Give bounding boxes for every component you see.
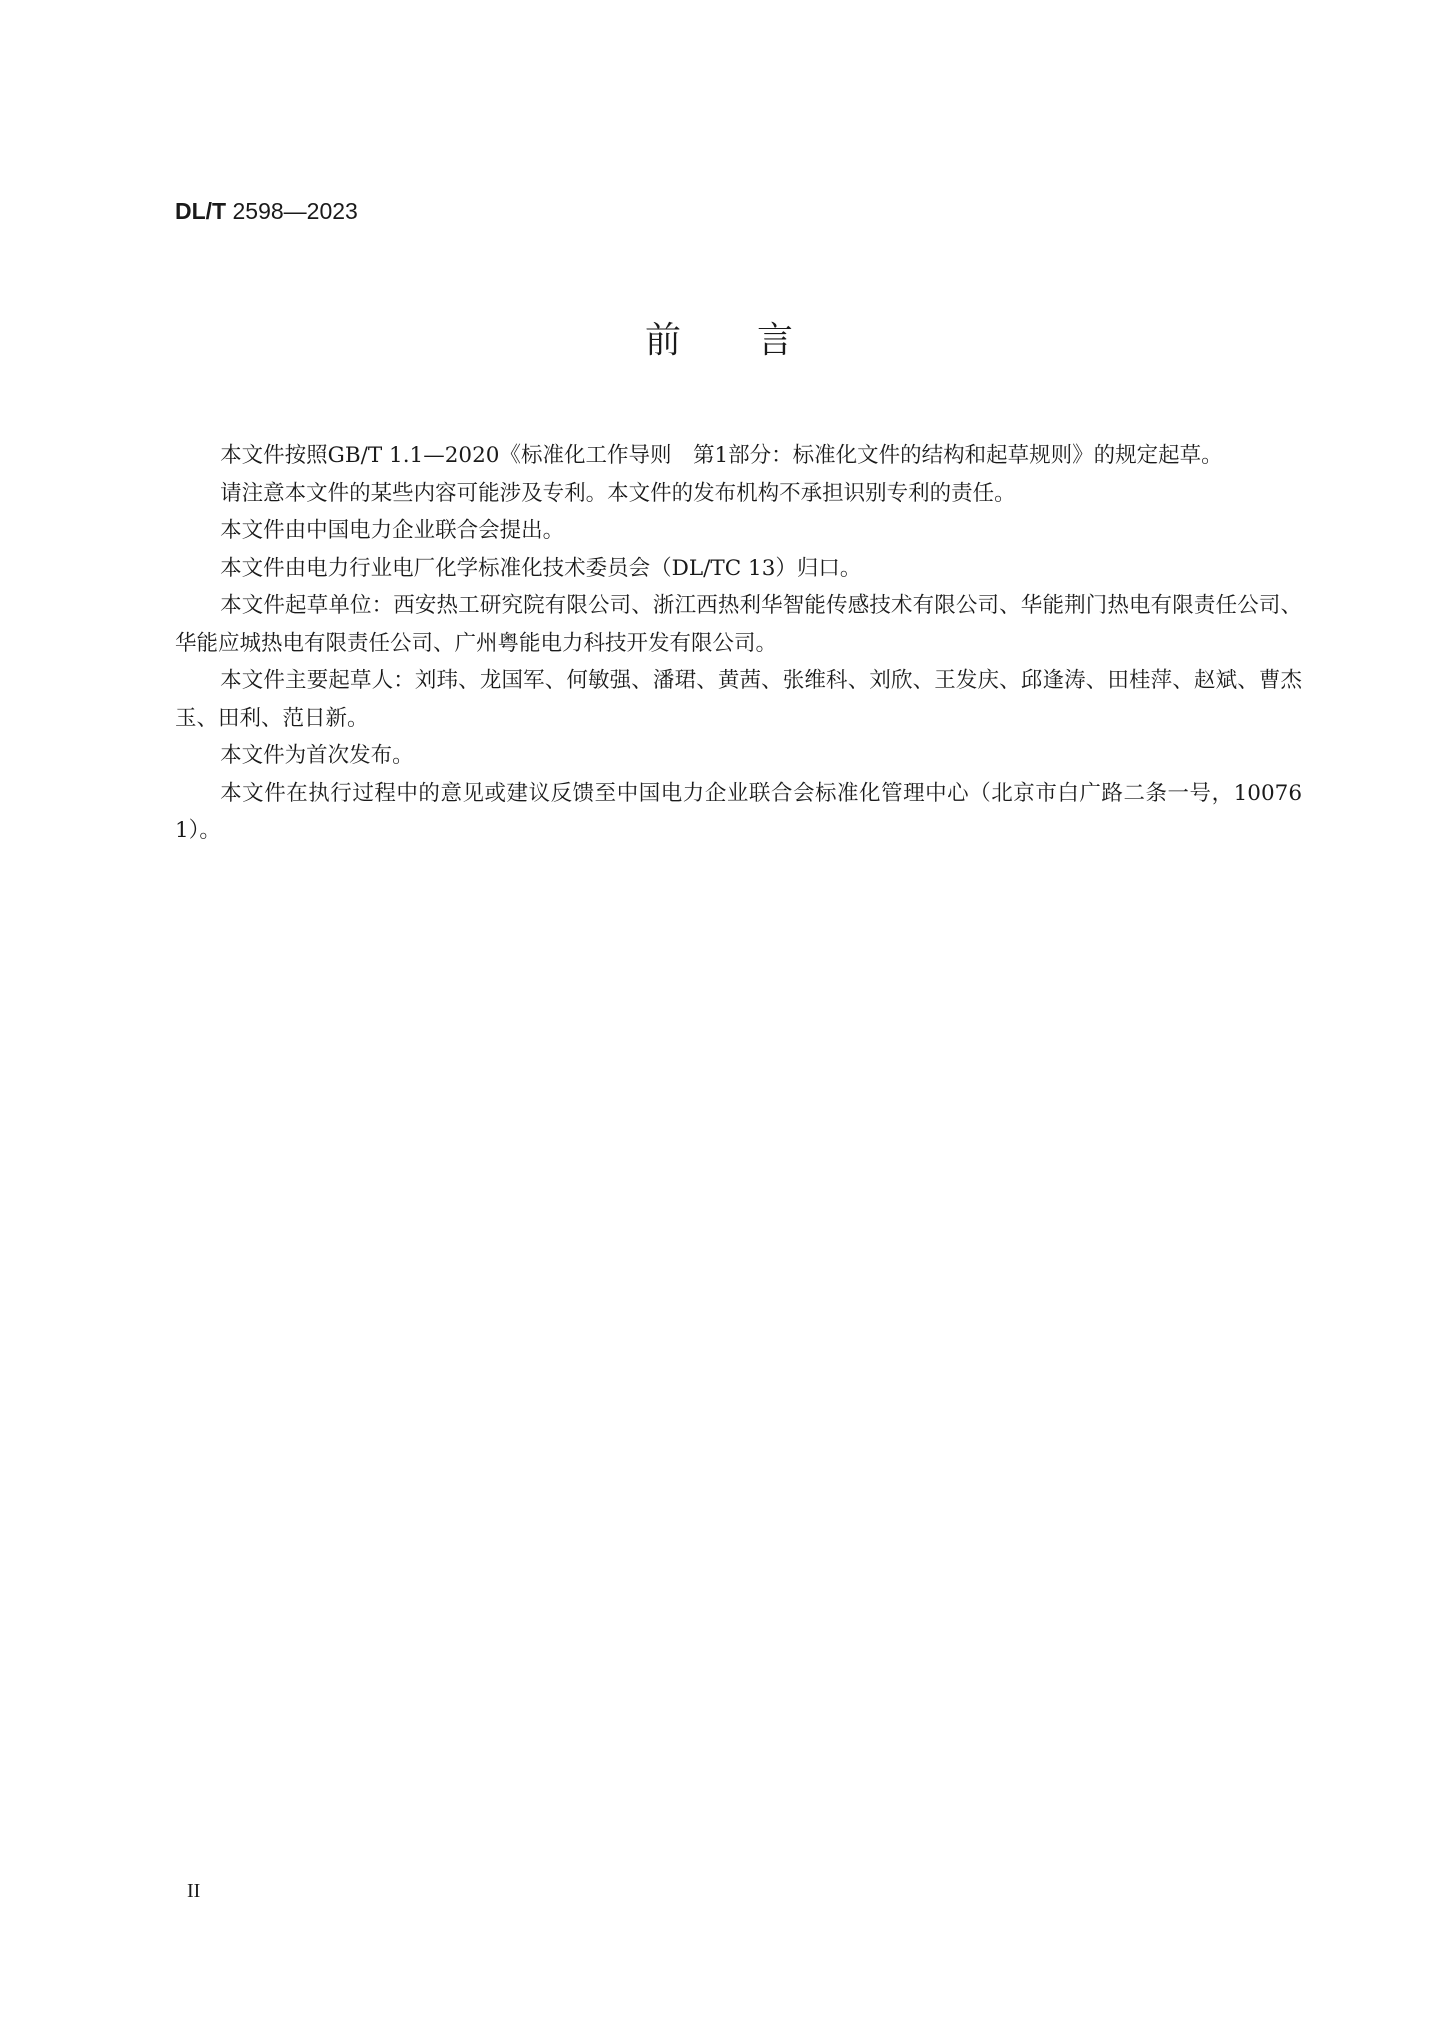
paragraph-first-release: 本文件为首次发布。 [220,743,414,768]
foreword-body [175,437,1302,850]
paragraph-drafting-organizations: 本文件起草单位：西安热工研究院有限公司、浙江西热利华智能传感技术有限公司、华能荆门热电有限责任公司、华能应城热电有限责任公司、广州粤能电力科技开发有限公司。 [175,593,1302,656]
paragraph-technical-committee: 本文件由电力行业电厂化学标准化技术委员会（DL/TC 13）归口。 [220,555,862,581]
paragraph-proposer: 本文件由中国电力企业联合会提出。 [220,518,565,543]
page-number: II [187,1880,201,1902]
standard-code [175,196,358,226]
paragraph-patent-notice: 请注意本文件的某些内容可能涉及专利。本文件的发布机构不承担识别专利的责任。 [220,480,1016,506]
paragraph-drafters: 本文件主要起草人：刘玮、龙国军、何敏强、潘珺、黄茜、张维科、刘欣、王发庆、邱逢涛、田桂萍、赵斌、曹杰玉、田利、范日新。 [175,668,1302,731]
standard-code-number: 2598—2023 [226,198,358,224]
paragraph-drafting-rules: 本文件按照GB/T 1.1—2020《标准化工作导则 第1部分：标准化文件的结构和起草规则》的规定起草。 [220,443,1223,468]
paragraph-feedback: 本文件在执行过程中的意见或建议反馈至中国电力企业联合会标准化管理中心（北京市白广路二条一号，100761）。 [175,780,1302,843]
standard-code-prefix: DL/T [175,198,227,224]
section-title: 前言 [644,320,869,361]
